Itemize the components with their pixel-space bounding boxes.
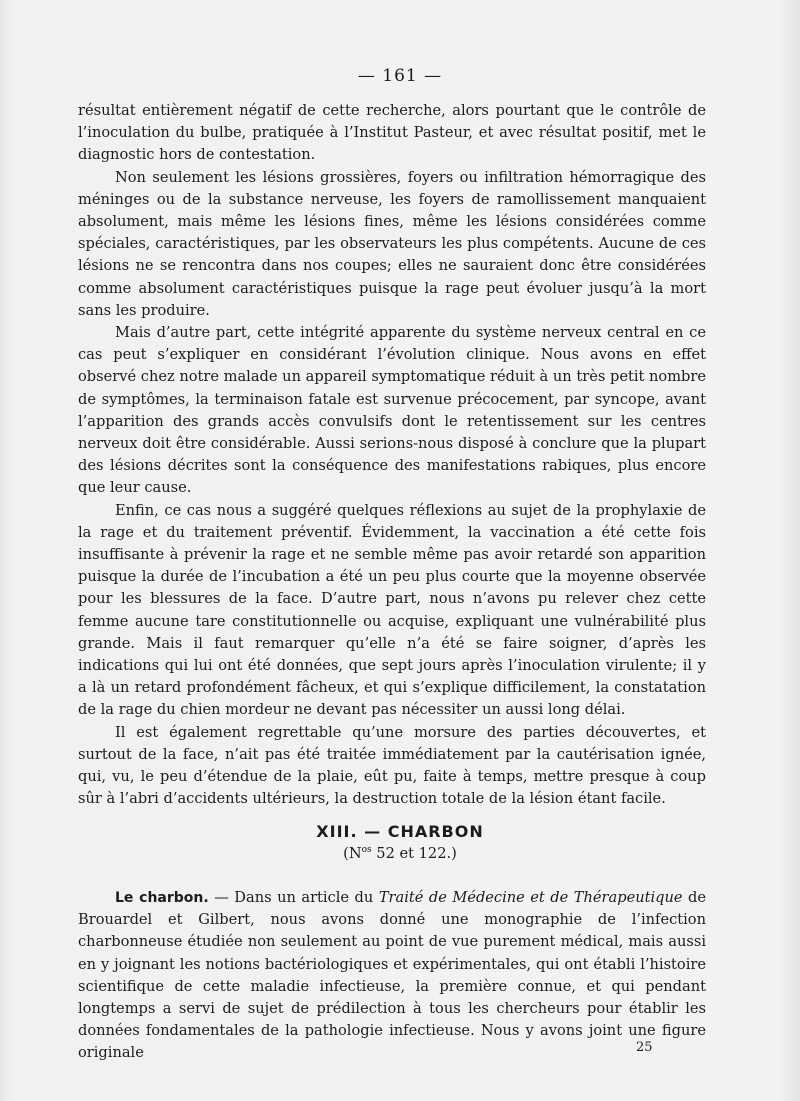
paragraph-lead: Le charbon. [115, 890, 209, 906]
refs-sup: os [361, 845, 372, 856]
paragraph-text: de Brouardel et Gilbert, nous avons donné une monographie de l’infection charbonneuse étudiée non seulement au point de vue purement médical, mais aussi en y joignant les notions bactériologiques et expérimentales, qui ont établi l’histoire scientifique de cette maladie infectieuse, la première connue, et qui pendant longtemps a servi de sujet de prédilection à tous les chercheurs pour établir les données fondamentales de la pathologie infectieuse. Nous y avons joint une figure originale [78, 889, 706, 1062]
page-number: — 161 — [357, 66, 443, 86]
paragraph: résultat entièrement négatif de cette recherche, alors pourtant que le contrôle de l’inoculation du bulbe, pratiquée à l’Institut Pasteur, et avec résultat positif, met le diagnostic hors de contestation. [78, 102, 706, 164]
body-text-bottom [78, 887, 706, 1065]
book-title: Traité de Médecine et de Thérapeutique [378, 889, 683, 906]
section-title: XIII. — CHARBON [316, 822, 484, 841]
section-references [0, 845, 800, 862]
paragraph: Mais d’autre part, cette intégrité apparente du système nerveux central en ce cas peut s’expliquer en considérant l’évolution clinique. Nous avons en effet observé chez notre malade un appareil symptomatique réduit à un très petit nombre de symptômes, la terminaison fatale est survenue précocement, par syncope, avant l’apparition des grands accès convulsifs dont le retentissement sur les centres nerveux doit être considérable. Aussi serions-nous disposé à conclure que la plupart des lésions décrites sont la conséquence des manifestations rabiques, plus encore que leur cause. [78, 324, 706, 497]
paragraph: Non seulement les lésions grossières, foyers ou infiltration hémorragique des méninges ou de la substance nerveuse, les foyers de ramollissement manquaient absolument, mais même les lésions fines, même les lésions considérées comme spéciales, caractéristiques, par les observateurs les plus compétents. Aucune de ces lésions ne se rencontra dans nos coupes; elles ne sauraient donc être considérées comme absolument caractéristiques puisque la rage peut évoluer jusqu’à la mort sans les produire. [78, 168, 706, 319]
paragraph: Il est également regrettable qu’une morsure des parties découvertes, et surtout de la face, n’ait pas été traitée immédiatement par la cautérisation ignée, qui, vu, le peu d’étendue de la plaie, eût pu, faite à temps, mettre presque à coup sûr à l’abri d’accidents ultérieurs, la destruction totale de la lésion étant facile. [78, 723, 706, 808]
paragraph: Enfin, ce cas nous a suggéré quelques réflexions au sujet de la prophylaxie de la rage et du traitement préventif. Évidemment, la vaccination a été cette fois insuffisante à prévenir la rage et ne semble même pas avoir retardé son apparition puisque la durée de l’incubation a été un peu plus courte que la moyenne observée pour les blessures de la face. D’autre part, nous n’avons pu relever chez cette femme aucune tare constitutionnelle ou acquise, expliquant une vulnérabilité plus grande. Mais il faut remarquer qu’elle n’a été se faire soigner, d’après les indications qui lui ont été données, que sept jours après l’inoculation virulente; il y a là un retard profondément fâcheux, et qui s’explique difficilement, la constatation de la rage du chien mordeur ne devant pas nécessiter un aussi long délai. [78, 501, 706, 719]
refs-open: (N [343, 845, 362, 862]
paragraph-text: — Dans un article du [208, 889, 379, 906]
signature-mark: 25 [636, 1040, 653, 1055]
body-text-top [78, 100, 706, 811]
paragraph [78, 887, 706, 1065]
refs-rest: 52 et 122.) [371, 845, 457, 862]
